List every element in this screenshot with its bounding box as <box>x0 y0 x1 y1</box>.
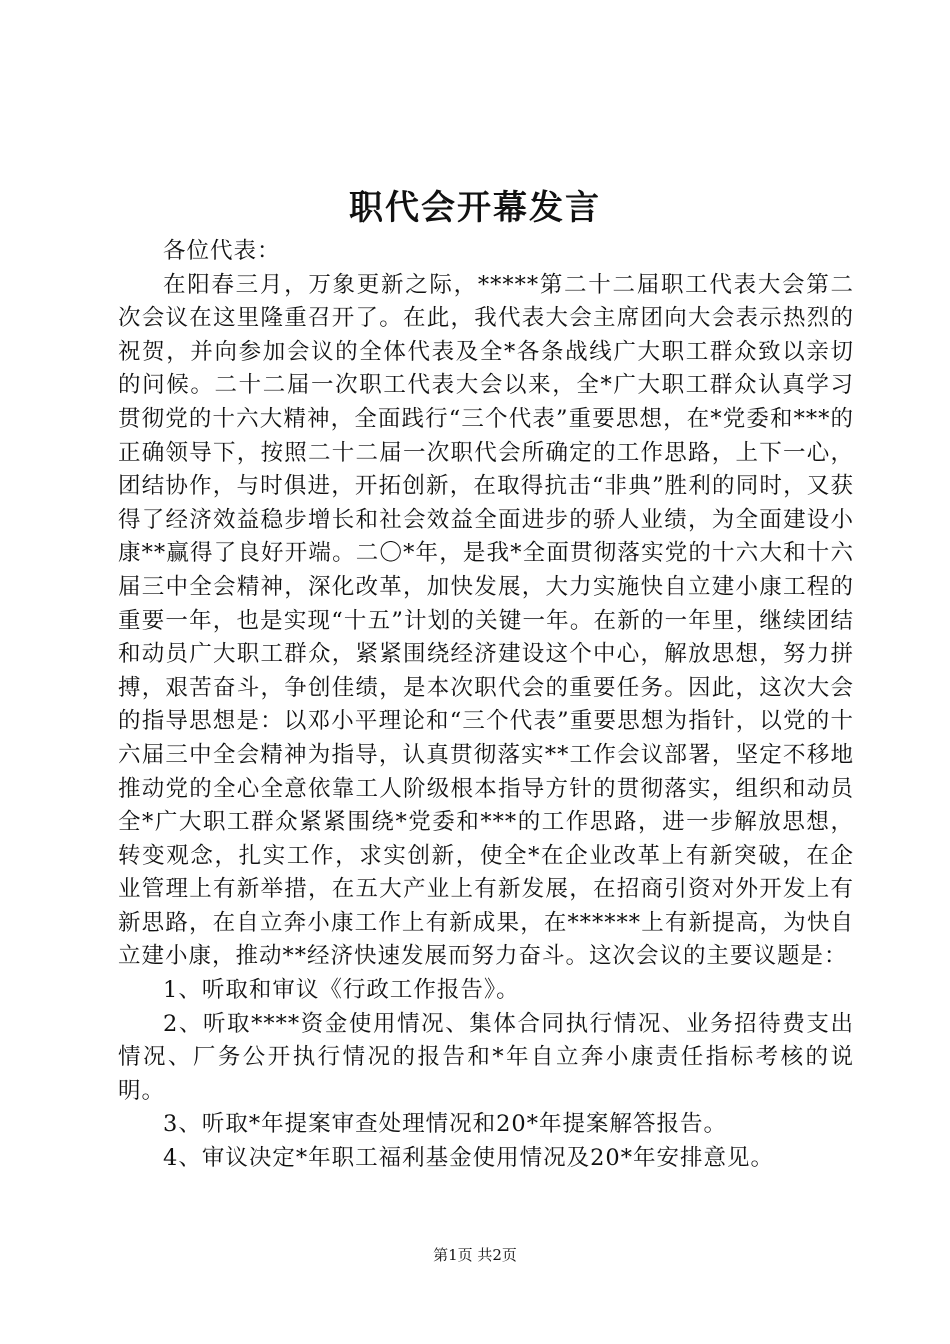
page-footer: 第1页 共2页 <box>433 1246 517 1264</box>
agenda-item-4: 4、审议决定*年职工福利基金使用情况及20*年安排意见。 <box>163 1145 774 1172</box>
paragraph-main: 在阳春三月，万象更新之际，*****第二十二届职工代表大会第二次会议在这里隆重召开了。在此，我代表大会主席团向大会表示热烈的祝贺，并向参加会议的全体代表及全*各条战线广大职工群众致以亲切的问候。二十二届一次职工代表大会以来，全*广大职工群众认真学习贯彻党的十六大精神，全面践行“三个代表”重要思想，在*党委和***的正确领导下，按照二十二届一次职代会所确定的工作思路，上下一心，团结协作，与时俱进，开拓创新，在取得抗击“非典”胜利的同时，又获得了经济效益稳步增长和社会效益全面进步的骄人业绩，为全面建设小康**赢得了良好开端。二〇*年，是我*全面贯彻落实党的十六大和十六届三中全会精神，深化改革，加快发展，大力实施快自立建小康工程的重要一年，也是实现“十五”计划的关键一年。在新的一年里，继续团结和动员广大职工群众，紧紧围绕经济建设这个中心，解放思想，努力拼搏，艰苦奋斗，争创佳绩，是本次职代会的重要任务。因此，这次大会的指导思想是：以邓小平理论和“三个代表”重要思想为指针，以党的十六届三中全会精神为指导，认真贯彻落实**工作会议部署，坚定不移地推动党的全心全意依靠工人阶级根本指导方针的贯彻落实，组织和动员全*广大职工群众紧紧围绕*党委和***的工作思路，进一步解放思想，转变观念，扎实工作，求实创新，使全*在企业改革上有新突破，在企业管理上有新举措，在五大产业上有新发展，在招商引资对外开发上有新思路，在自立奔小康工作上有新成果，在******上有新提高，为快自立建小康，推动**经济快速发展而努力奋斗。这次会议的主要议题是： <box>118 271 854 970</box>
greeting: 各位代表： <box>163 238 281 264</box>
agenda-item-2: 2、听取****资金使用情况、集体合同执行情况、业务招待费支出情况、厂务公开执行情况的报告和*年自立奔小康责任指标考核的说明。 <box>118 1010 854 1104</box>
agenda-item-1: 1、听取和审议《行政工作报告》。 <box>163 977 520 1004</box>
document-title: 职代会开幕发言 <box>349 188 601 228</box>
document-body <box>118 235 854 1176</box>
agenda-item-3: 3、听取*年提案审查处理情况和20*年提案解答报告。 <box>163 1111 727 1138</box>
